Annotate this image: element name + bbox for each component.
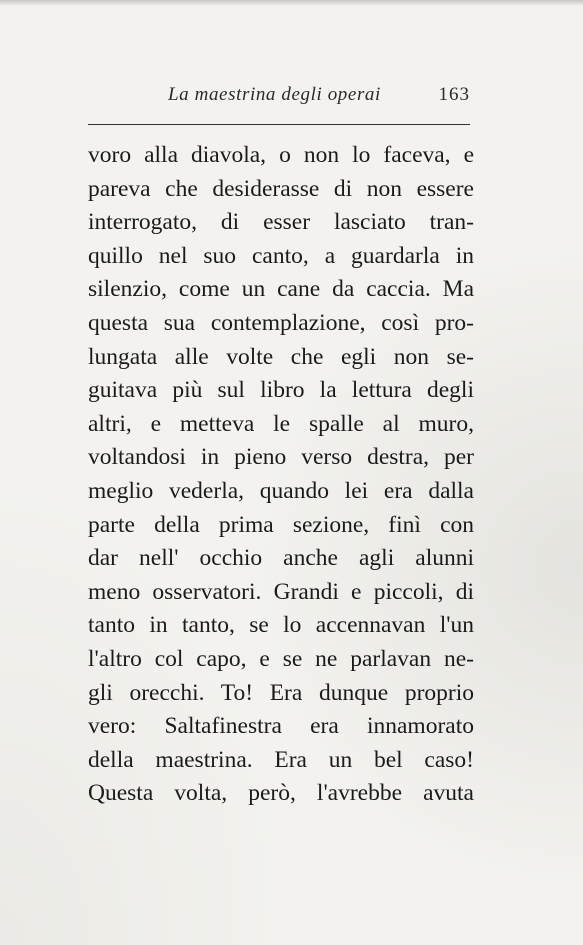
text-line: questa sua contemplazione, così pro- (88, 309, 474, 336)
text-line: tanto in tanto, se lo accennavan l'un (88, 612, 474, 639)
text-line: quillo nel suo canto, a guardarla in (88, 242, 474, 269)
text-line: lungata alle volte che egli non se- (88, 343, 474, 370)
text-line: voro alla diavola, o non lo faceva, e (88, 142, 474, 168)
text-line: meno osservatori. Grandi e piccoli, di (88, 578, 474, 605)
text-line: altri, e metteva le spalle al muro, (88, 410, 474, 437)
text-line: pareva che desiderasse di non essere (88, 175, 474, 202)
text-line: vero: Saltafinestra era innamorato (88, 713, 474, 740)
text-line: parte della prima sezione, finì con (88, 511, 474, 538)
text-line: dar nell' occhio anche agli alunni (88, 545, 474, 572)
page-number: 163 (438, 84, 470, 105)
running-title: La maestrina degli operai (168, 84, 381, 105)
running-head (88, 84, 470, 114)
text-line: interrogato, di esser lasciato tran- (88, 209, 474, 236)
text-line: meglio vederla, quando lei era dalla (88, 477, 474, 504)
text-line: Questa volta, però, l'avrebbe avuta (88, 780, 474, 807)
text-line: silenzio, come un cane da caccia. Ma (88, 276, 474, 303)
text-line: gli orecchi. To! Era dunque proprio (88, 679, 474, 706)
text-line: della maestrina. Era un bel caso! (88, 746, 474, 773)
text-line: guitava più sul libro la lettura degli (88, 377, 474, 404)
text-line: l'altro col capo, e se ne parlavan ne- (88, 645, 474, 672)
page-top-edge (0, 0, 583, 6)
header-rule (88, 124, 470, 125)
text-line: voltandosi in pieno verso destra, per (88, 444, 474, 471)
body-text (88, 139, 474, 811)
